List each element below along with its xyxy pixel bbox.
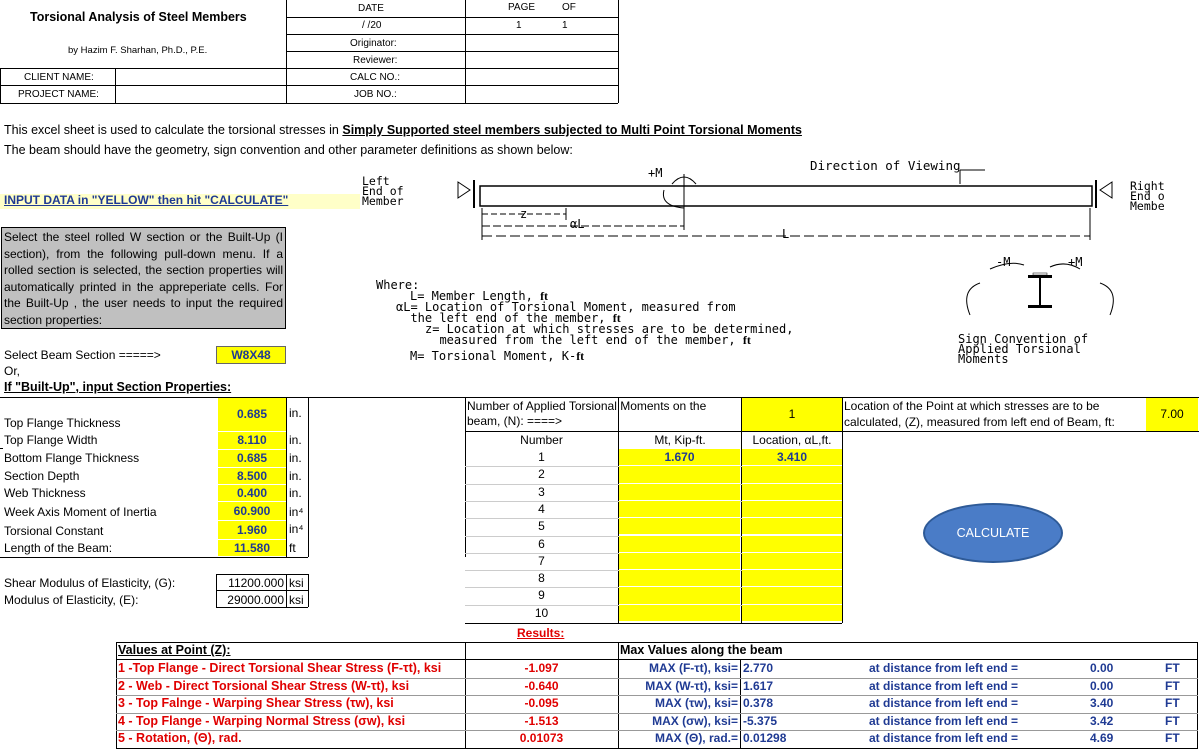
moment-count-label: Number of Applied Torsional Moments on the beam, (N): ====> bbox=[467, 399, 707, 428]
moment-mt-input[interactable] bbox=[619, 536, 740, 552]
moment-number: 9 bbox=[538, 588, 545, 603]
prop-label: Bottom Flange Thickness bbox=[4, 451, 140, 465]
distance-value: 0.00 bbox=[1090, 678, 1114, 693]
max-label: MAX (W-τt), ksi= bbox=[645, 678, 738, 693]
moment-number: 3 bbox=[538, 484, 545, 499]
moment-mt-input[interactable] bbox=[619, 466, 740, 482]
select-beam-label: Select Beam Section =====> bbox=[4, 348, 161, 362]
moment-number: 5 bbox=[538, 519, 545, 534]
prop-label: Length of the Beam: bbox=[4, 541, 113, 555]
col-number: Number bbox=[520, 433, 563, 447]
where-label: Where: bbox=[376, 278, 420, 292]
moment-location-input[interactable] bbox=[742, 570, 842, 586]
builtup-heading: If "Built-Up", input Section Properties: bbox=[4, 380, 232, 394]
direction-of-viewing: Direction of Viewing bbox=[810, 158, 961, 173]
max-value: -5.375 bbox=[743, 713, 778, 728]
result-value: -0.640 bbox=[524, 678, 559, 693]
intro-bold: Simply Supported steel members subjected to Multi Point Torsional Moments bbox=[342, 123, 802, 137]
moment-location-input[interactable] bbox=[742, 518, 842, 534]
max-heading: Max Values along the beam bbox=[620, 643, 783, 657]
client-name-input[interactable] bbox=[117, 69, 285, 84]
distance-unit: FT bbox=[1165, 661, 1180, 675]
page-value[interactable]: 1 bbox=[516, 20, 522, 31]
where-line-2: αL= Location of Torsional Moment, measured from the left end of the member, ft bbox=[396, 300, 736, 325]
distance-unit: FT bbox=[1165, 678, 1180, 693]
weak-axis-inertia-input[interactable]: 60.900 bbox=[218, 502, 286, 520]
results-heading: Results: bbox=[517, 626, 565, 640]
distance-value: 3.42 bbox=[1090, 713, 1114, 728]
result-label: 5 - Rotation, (Θ), rad. bbox=[118, 731, 242, 746]
max-label: MAX (σw), ksi= bbox=[652, 713, 738, 728]
prop-unit: ft bbox=[289, 541, 296, 555]
distance-value: 4.69 bbox=[1090, 731, 1114, 746]
moment-number: 6 bbox=[538, 536, 545, 551]
prop-unit: in⁴ bbox=[289, 505, 304, 519]
moment-number: 4 bbox=[538, 501, 545, 516]
moment-number: 2 bbox=[538, 467, 545, 482]
moment-location-input[interactable] bbox=[742, 587, 842, 603]
prop-label: Top Flange Width bbox=[4, 433, 98, 447]
left-end-label: Left End of Member bbox=[362, 174, 404, 208]
bottom-flange-thickness-input[interactable]: 0.685 bbox=[218, 450, 286, 467]
result-value: -0.095 bbox=[524, 696, 559, 711]
sheet-title: Torsional Analysis of Steel Members bbox=[30, 10, 247, 24]
plus-m-label: +M bbox=[648, 166, 663, 180]
prop-label: Week Axis Moment of Inertia bbox=[4, 505, 157, 519]
max-value: 0.01298 bbox=[743, 731, 787, 746]
sign-convention-caption: Sign Convention of Applied Torsional Moments bbox=[958, 332, 1089, 366]
reviewer-label: Reviewer: bbox=[353, 55, 398, 66]
prop-label: Web Thickness bbox=[4, 486, 86, 500]
distance-value: 0.00 bbox=[1090, 661, 1114, 675]
location-point-input[interactable]: 7.00 bbox=[1146, 398, 1198, 431]
col-location: Location, αL,ft. bbox=[752, 433, 832, 447]
moment-mt-input[interactable] bbox=[619, 501, 740, 517]
prop-unit: in. bbox=[289, 451, 302, 465]
project-name-input[interactable] bbox=[117, 86, 285, 102]
calc-label: CALC NO.: bbox=[350, 72, 401, 83]
elastic-modulus-value[interactable]: 29000.000 bbox=[227, 593, 284, 607]
prop-label: Section Depth bbox=[4, 469, 80, 483]
originator-label: Originator: bbox=[350, 38, 397, 49]
prop-unit: in. bbox=[289, 486, 302, 500]
sign-plus-m: +M bbox=[1068, 255, 1083, 269]
elastic-modulus-unit: ksi bbox=[289, 593, 304, 607]
l-label: L bbox=[782, 227, 790, 241]
shear-modulus-label: Shear Modulus of Elasticity, (G): bbox=[4, 576, 176, 590]
max-label: MAX (F-τt), ksi= bbox=[648, 661, 738, 675]
moment-location-input[interactable] bbox=[742, 484, 842, 500]
distance-label: at distance from left end = bbox=[869, 696, 1019, 711]
moment-location-input[interactable] bbox=[742, 536, 842, 552]
moment-location-input[interactable] bbox=[742, 553, 842, 569]
z-label: z bbox=[520, 207, 528, 221]
distance-unit: FT bbox=[1165, 713, 1180, 728]
moment-mt-input[interactable] bbox=[619, 605, 740, 621]
beam-length-input[interactable]: 11.580 bbox=[218, 540, 286, 556]
result-value: 0.01073 bbox=[519, 731, 564, 746]
moment-mt-input[interactable] bbox=[619, 553, 740, 569]
prop-unit: in⁴ bbox=[289, 522, 304, 536]
moment-location-input[interactable] bbox=[742, 501, 842, 517]
col-mt: Mt, Kip-ft. bbox=[654, 433, 706, 447]
result-label: 2 - Web - Direct Torsional Shear Stress (W-τt), ksi bbox=[118, 678, 410, 693]
result-value: -1.513 bbox=[524, 713, 559, 728]
moment-location-input[interactable] bbox=[742, 466, 842, 482]
max-label: MAX (Θ), rad.= bbox=[654, 731, 738, 746]
location-point-label: Location of the Point at which stresses are to be calculated, (Z), measured from left end of Beam, ft: bbox=[844, 399, 1115, 429]
result-label: 4 - Top Flange - Warping Normal Stress (σw), ksi bbox=[118, 713, 406, 728]
right-end-label: Right End o Membe bbox=[1130, 179, 1165, 213]
intro-line-1 bbox=[4, 123, 802, 137]
intro-line-2: The beam should have the geometry, sign convention and other parameter definitions as shown below: bbox=[4, 143, 573, 157]
moment-mt-input[interactable] bbox=[619, 484, 740, 500]
moment-number: 1 bbox=[538, 450, 545, 464]
top-flange-thickness-input[interactable]: 0.685 bbox=[218, 398, 286, 431]
project-label: PROJECT NAME: bbox=[18, 89, 99, 100]
sign-minus-m: -M bbox=[996, 255, 1011, 269]
date-value[interactable]: / /20 bbox=[362, 20, 382, 31]
client-label: CLIENT NAME: bbox=[24, 72, 94, 83]
distance-value: 3.40 bbox=[1090, 696, 1114, 711]
prop-label: Top Flange Thickness bbox=[4, 416, 121, 430]
beam-section-dropdown[interactable]: W8X48 bbox=[216, 346, 286, 364]
job-label: JOB NO.: bbox=[354, 89, 397, 100]
date-label: DATE bbox=[358, 3, 384, 14]
moment-location-input[interactable]: 3.410 bbox=[742, 449, 842, 465]
where-line-4: M= Torsional Moment, K-ft bbox=[410, 349, 585, 363]
values-heading: Values at Point (Z): bbox=[118, 643, 231, 657]
distance-label: at distance from left end = bbox=[869, 731, 1019, 746]
web-thickness-input[interactable]: 0.400 bbox=[218, 485, 286, 501]
torsional-constant-input[interactable]: 1.960 bbox=[218, 521, 286, 539]
prop-unit: in. bbox=[289, 469, 302, 483]
beam-drawing bbox=[440, 160, 1140, 270]
or-label: Or, bbox=[4, 364, 21, 378]
result-value: -1.097 bbox=[524, 661, 559, 675]
author: by Hazim F. Sharhan, Ph.D., P.E. bbox=[68, 45, 208, 56]
moment-number: 8 bbox=[538, 571, 545, 586]
max-value: 2.770 bbox=[743, 661, 774, 675]
of-label: OF bbox=[562, 2, 576, 13]
prop-unit: in. bbox=[289, 433, 302, 447]
moment-location-input[interactable] bbox=[742, 605, 842, 621]
max-value: 1.617 bbox=[743, 678, 774, 693]
distance-label: at distance from left end = bbox=[869, 678, 1019, 693]
moment-number: 7 bbox=[538, 553, 545, 568]
moment-count-input[interactable]: 1 bbox=[742, 398, 842, 431]
prop-label: Torsional Constant bbox=[4, 524, 104, 538]
result-label: 1 -Top Flange - Direct Torsional Shear Stress (F-τt), ksi bbox=[118, 661, 442, 675]
elastic-modulus-label: Modulus of Elasticity, (E): bbox=[4, 593, 139, 607]
moment-number: 10 bbox=[534, 605, 549, 620]
where-line-1: L= Member Length, ft bbox=[410, 289, 549, 303]
prop-unit: in. bbox=[289, 406, 302, 420]
calculate-button[interactable]: CALCULATE bbox=[923, 503, 1063, 563]
shear-modulus-unit: ksi bbox=[289, 576, 304, 590]
max-label: MAX (τw), ksi= bbox=[654, 696, 738, 711]
max-value: 0.378 bbox=[743, 696, 774, 711]
alpha-l-label: αL bbox=[570, 217, 585, 231]
section-depth-input[interactable]: 8.500 bbox=[218, 468, 286, 484]
moment-mt-input[interactable] bbox=[619, 570, 740, 586]
where-line-3: z= Location at which stresses are to be determined, measured from the left end of the member, ft bbox=[425, 322, 794, 347]
shear-modulus-value[interactable]: 11200.000 bbox=[228, 576, 284, 590]
moment-mt-input[interactable]: 1.670 bbox=[619, 449, 740, 465]
distance-unit: FT bbox=[1165, 731, 1180, 746]
distance-unit: FT bbox=[1165, 696, 1180, 711]
moment-mt-input[interactable] bbox=[619, 518, 740, 534]
i-section-drawing bbox=[950, 255, 1150, 330]
instructions-box: Select the steel rolled W section or the Built-Up (I section), from the following pull-down menu. If a rolled section is selected, the section properties will automatically printed in the appreperiate cells. For the Built-Up , the user needs to input the required section properties: bbox=[1, 227, 286, 329]
distance-label: at distance from left end = bbox=[869, 661, 1019, 675]
top-flange-width-input[interactable]: 8.110 bbox=[218, 432, 286, 449]
intro-prefix: This excel sheet is used to calculate the torsional stresses in bbox=[4, 123, 343, 137]
result-label: 3 - Top Falnge - Warping Shear Stress (τw), ksi bbox=[118, 696, 394, 711]
distance-label: at distance from left end = bbox=[869, 713, 1019, 728]
input-heading: INPUT DATA in "YELLOW" then hit "CALCULATE" bbox=[4, 193, 289, 207]
of-value[interactable]: 1 bbox=[562, 20, 568, 31]
page-label: PAGE bbox=[508, 2, 536, 13]
moment-mt-input[interactable] bbox=[619, 587, 740, 603]
